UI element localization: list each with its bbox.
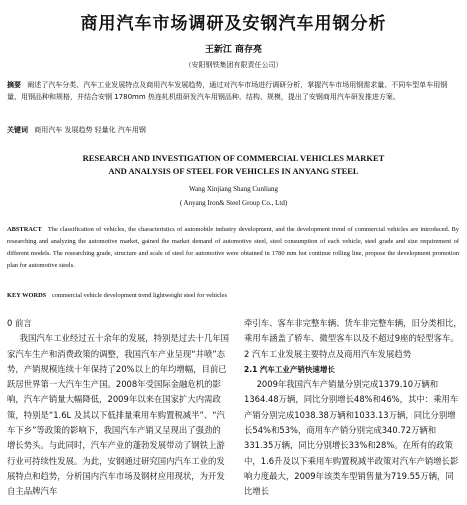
- abstract-cn-label: 摘要: [7, 81, 21, 89]
- keywords-en: [7, 292, 459, 299]
- keywords-cn-label: 关键词: [7, 126, 28, 134]
- keywords-en-label: KEY WORDS: [7, 292, 47, 299]
- abstract-en-label: ABSTRACT: [7, 226, 42, 233]
- english-title-line-1: RESEARCH AND INVESTIGATION OF COMMERCIAL VEHICLES MARKET: [82, 153, 385, 163]
- paper-title: 商用汽车市场调研及安钢汽车用钢分析: [80, 14, 387, 34]
- classification-paragraph: 牵引车、客车非完整车辆、货车非完整车辆，旧分类相比，乘用车涵盖了轿车、微型客车以及不超过9座的轻型客车。: [244, 318, 462, 344]
- abstract-en: [7, 224, 459, 272]
- authors: 王新江 商存亮: [204, 45, 263, 55]
- body-column-left: [7, 316, 229, 500]
- english-authors: Wang Xinjiang Shang Cunliang: [188, 185, 279, 193]
- keywords-en-text: commercial vehicle development trend lightweight steel for vehicles: [51, 292, 228, 299]
- keywords-cn-text: 商用汽车 发展趋势 轻量化 汽车用钢: [34, 126, 146, 134]
- abstract-cn: [7, 80, 459, 103]
- abstract-en-text: The classification of vehicles, the characteristics of automobile industry development, and the development trend of commercial vehicles are introduced. By researching and analyzing the automotive market, gained the market demand of automotive steel, steel consumption of each vehicle, steel grade and size requirement of different models. The researching grade, structure and scale of steel for automotive were obtained in 1780 mm hot continue rolling line, propose the development promotion plan for automotive steels.: [7, 226, 459, 269]
- section-2-heading: 2 汽车工业发展主要特点及商用汽车发展趋势: [244, 348, 412, 359]
- abstract-cn-text: 阐述了汽车分类、汽车工业发展特点及商用汽车发展趋势，通过对汽车市场进行调研分析，掌握汽车市场用钢需求量、不同车型单车用钢量、用钢品种和规格，并结合安钢 1780mm 热连轧机组研发汽车用钢品种、结构、规模，提出了安钢商用汽车研发推进方案。: [7, 81, 448, 101]
- intro-paragraph: 我国汽车工业经过五十余年的发展，特别是过去十几年国家汽车生产和消费政策的调整，我国汽车产业呈现“井喷”态势，产销规模连续十年保持了20%以上的年均增幅，目前已跃居世界第一大汽车生产国。2008年受国际金融危机的影响，汽车产销量大幅降低，2009年以来在国家扩大内需政策，特别是“1.6L 及其以下低排量乘用车购置税减半”、“汽车下乡”等政策的影响下，我国汽车产销又呈现出了强劲的增长势头。与此同时，汽车产业的蓬勃发展带动了钢铁上游行业可持续性发展。为此，安钢通过研究国内汽车工业的发展特点和趋势，分析国内汽车市场及钢材应用现状，为开发自主品牌汽车: [7, 333, 229, 497]
- production-paragraph: 2009年我国汽车产销量分别完成1379.10万辆和1364.48万辆，同比分别增长48%和46%，其中：乘用车产销分别完成1038.38万辆和1033.13万辆，同比分别增长54%和53%，商用车产销分别完成340.72万辆和331.35万辆，同比分别增长33%和28%。在所有的政策中，1.6升及以下乘用车购置税减半政策对汽车产销增长影响力度最大，2009年该类车型销售量为719.55万辆，同比增长: [244, 379, 459, 497]
- keywords-cn: [7, 125, 459, 135]
- section-0-heading: 0 前言: [7, 318, 32, 328]
- body-column-right: [244, 316, 462, 500]
- section-2-1-heading: 2.1 汽车工业产销快速增长: [244, 364, 335, 374]
- english-title: [0, 152, 467, 178]
- affiliation: （安阳钢铁集团有限责任公司）: [184, 61, 283, 69]
- english-title-line-2: AND ANALYSIS OF STEEL FOR VEHICLES IN ANYANG STEEL: [108, 166, 359, 176]
- english-affiliation: ( Anyang Iron& Steel Group Co., Ltd): [179, 199, 288, 207]
